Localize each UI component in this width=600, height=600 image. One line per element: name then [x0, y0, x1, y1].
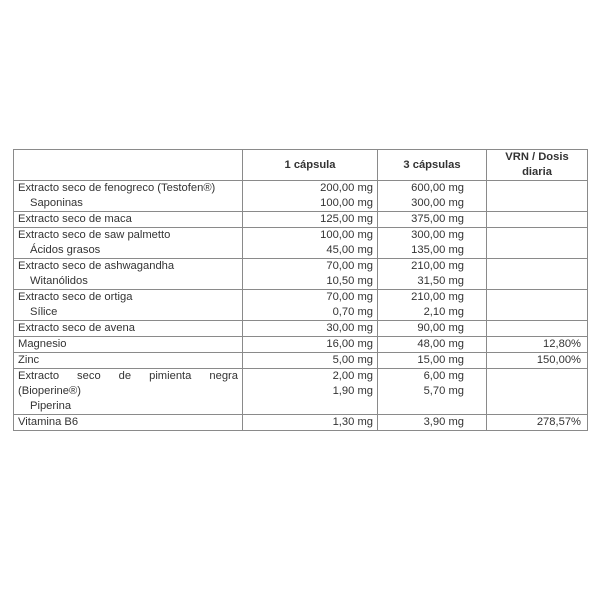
- capsule-1-value: 5,00 mg: [332, 354, 373, 366]
- sub-ingredient-name: Piperina: [30, 400, 72, 412]
- sub-capsule-1-value: 10,50 mg: [326, 275, 373, 287]
- ingredient-cell: [14, 321, 243, 337]
- capsule-1-cell: [243, 369, 378, 415]
- header-3-capsules: 3 cápsulas: [378, 150, 487, 181]
- sub-capsule-1-value: 45,00 mg: [326, 244, 373, 256]
- capsule-3-cell: [378, 259, 487, 290]
- capsule-1-value: 100,00 mg: [320, 229, 373, 241]
- capsule-1-cell: [243, 181, 378, 212]
- sub-capsule-1-value: 0,70 mg: [332, 306, 373, 318]
- sub-capsule-3-value: 135,00 mg: [411, 244, 464, 256]
- ingredient-name: Zinc: [18, 354, 40, 366]
- table-header-row: [14, 150, 588, 181]
- capsule-3-cell: [378, 228, 487, 259]
- table-row: [14, 259, 588, 290]
- capsule-1-value: 125,00 mg: [320, 213, 373, 225]
- ingredient-name: Magnesio: [18, 338, 67, 350]
- capsule-3-value: 15,00 mg: [417, 354, 464, 366]
- ingredient-cell: [14, 369, 243, 415]
- ingredient-cell: [14, 181, 243, 212]
- header-ingredient: [14, 150, 243, 181]
- sub-ingredient-name: Sílice: [30, 306, 58, 318]
- table-row: [14, 415, 588, 431]
- vrn-cell: [487, 212, 588, 228]
- table-row: [14, 290, 588, 321]
- capsule-3-value: 375,00 mg: [411, 213, 464, 225]
- capsule-1-value: 70,00 mg: [326, 260, 373, 272]
- capsule-1-cell: [243, 337, 378, 353]
- sub-ingredient-name: Saponinas: [30, 197, 83, 209]
- vrn-cell: 278,57%: [487, 415, 588, 431]
- table-row: [14, 321, 588, 337]
- capsule-1-value: 16,00 mg: [326, 338, 373, 350]
- nutrition-facts-table: [13, 149, 588, 431]
- capsule-3-cell: [378, 290, 487, 321]
- ingredient-cell: [14, 353, 243, 369]
- sub-capsule-3-value: 5,70 mg: [423, 385, 464, 397]
- capsule-3-value: 600,00 mg: [411, 182, 464, 194]
- vrn-cell: [487, 228, 588, 259]
- capsule-1-cell: [243, 259, 378, 290]
- ingredient-name: Vitamina B6: [18, 416, 79, 428]
- table-row: [14, 337, 588, 353]
- capsule-3-value: 48,00 mg: [417, 338, 464, 350]
- capsule-1-cell: [243, 321, 378, 337]
- capsule-3-value: 6,00 mg: [423, 370, 464, 382]
- capsule-3-value: 3,90 mg: [423, 416, 464, 428]
- capsule-3-value: 210,00 mg: [411, 260, 464, 272]
- table-row: [14, 369, 588, 415]
- ingredient-name: Extracto seco de ashwagandha: [18, 260, 175, 272]
- capsule-3-cell: [378, 353, 487, 369]
- ingredient-name: Extracto seco de avena: [18, 322, 135, 334]
- sub-capsule-1-value: 100,00 mg: [320, 197, 373, 209]
- sub-capsule-3-value: 31,50 mg: [417, 275, 464, 287]
- capsule-3-cell: [378, 337, 487, 353]
- sub-capsule-3-value: 300,00 mg: [411, 197, 464, 209]
- capsule-3-cell: [378, 212, 487, 228]
- ingredient-name: Extracto seco de fenogreco (Testofen®): [18, 182, 216, 194]
- ingredient-name: Extracto seco de pimienta negra (Bioperine®): [18, 370, 238, 397]
- table-row: [14, 181, 588, 212]
- capsule-1-cell: [243, 212, 378, 228]
- ingredient-cell: [14, 337, 243, 353]
- capsule-3-cell: [378, 415, 487, 431]
- ingredient-cell: [14, 212, 243, 228]
- capsule-1-value: 2,00 mg: [332, 370, 373, 382]
- capsule-1-cell: [243, 228, 378, 259]
- sub-ingredient-name: Ácidos grasos: [30, 244, 101, 256]
- capsule-3-value: 90,00 mg: [417, 322, 464, 334]
- capsule-1-cell: [243, 290, 378, 321]
- table-row: [14, 353, 588, 369]
- capsule-1-value: 30,00 mg: [326, 322, 373, 334]
- header-vrn-daily-dose: VRN / Dosis diaria: [487, 150, 588, 181]
- ingredient-cell: [14, 228, 243, 259]
- ingredient-cell: [14, 290, 243, 321]
- capsule-3-value: 210,00 mg: [411, 291, 464, 303]
- sub-capsule-1-value: 1,90 mg: [332, 385, 373, 397]
- capsule-1-value: 70,00 mg: [326, 291, 373, 303]
- ingredient-cell: [14, 259, 243, 290]
- vrn-cell: 12,80%: [487, 337, 588, 353]
- capsule-1-value: 1,30 mg: [332, 416, 373, 428]
- sub-capsule-3-value: 2,10 mg: [423, 306, 464, 318]
- header-1-capsule: 1 cápsula: [243, 150, 378, 181]
- vrn-cell: [487, 369, 588, 415]
- vrn-cell: [487, 259, 588, 290]
- capsule-3-value: 300,00 mg: [411, 229, 464, 241]
- capsule-3-cell: [378, 369, 487, 415]
- ingredient-name: Extracto seco de ortiga: [18, 291, 133, 303]
- capsule-1-cell: [243, 353, 378, 369]
- vrn-cell: [487, 290, 588, 321]
- sub-ingredient-name: Witanólidos: [30, 275, 88, 287]
- capsule-3-cell: [378, 181, 487, 212]
- vrn-cell: [487, 181, 588, 212]
- ingredient-name: Extracto seco de maca: [18, 213, 132, 225]
- vrn-cell: 150,00%: [487, 353, 588, 369]
- capsule-1-value: 200,00 mg: [320, 182, 373, 194]
- table-row: [14, 212, 588, 228]
- capsule-3-cell: [378, 321, 487, 337]
- table-row: [14, 228, 588, 259]
- ingredient-name: Extracto seco de saw palmetto: [18, 229, 171, 241]
- capsule-1-cell: [243, 415, 378, 431]
- ingredient-cell: [14, 415, 243, 431]
- vrn-cell: [487, 321, 588, 337]
